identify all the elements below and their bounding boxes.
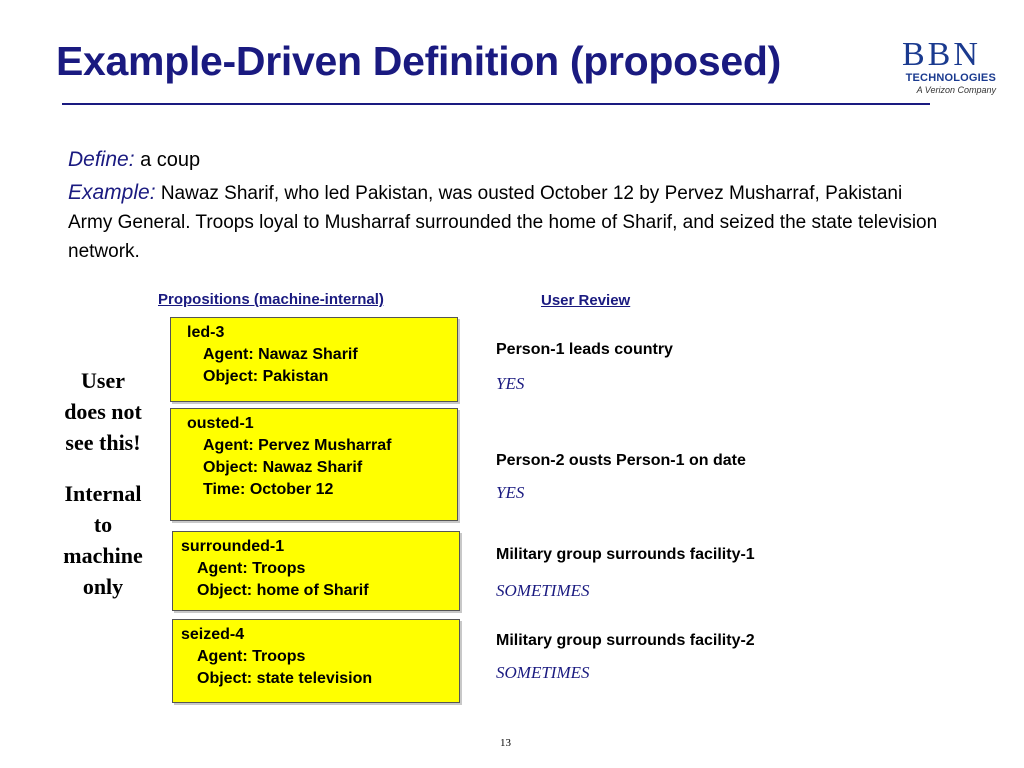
proposition-object: Object: home of Sharif	[197, 582, 369, 599]
proposition-object: Object: state television	[197, 670, 373, 687]
side-note-line: does not	[64, 399, 142, 424]
page-number: 13	[500, 737, 511, 749]
proposition-seized-4	[172, 619, 460, 703]
example-label: Example:	[68, 181, 156, 204]
define-text: a coup	[134, 149, 201, 171]
proposition-agent: Agent: Nawaz Sharif	[203, 346, 358, 363]
side-note-line: only	[82, 574, 124, 599]
logo-subtitle: TECHNOLOGIES	[905, 72, 996, 84]
user-review-header: User Review	[541, 292, 631, 309]
proposition-head: ousted-1	[187, 415, 254, 432]
side-note-line: to	[93, 512, 113, 537]
proposition-head: led-3	[187, 324, 225, 341]
proposition-head: surrounded-1	[181, 538, 285, 555]
review-statement: Military group surrounds facility-2	[496, 632, 755, 649]
proposition-object: Object: Nawaz Sharif	[203, 459, 363, 476]
review-statement: Person-2 ousts Person-1 on date	[496, 452, 746, 469]
proposition-head: seized-4	[181, 626, 245, 643]
side-note-line: machine	[63, 543, 143, 568]
company-logo	[880, 36, 1000, 100]
side-note-line: Internal	[64, 481, 142, 506]
side-note-line: User	[81, 368, 125, 393]
side-note	[48, 365, 158, 602]
proposition-led-3	[170, 317, 458, 402]
proposition-object: Object: Pakistan	[203, 368, 329, 385]
title-underline	[62, 103, 930, 105]
proposition-agent: Agent: Troops	[197, 560, 306, 577]
example-paragraph	[68, 178, 938, 266]
review-statement: Person-1 leads country	[496, 341, 673, 358]
review-statement: Military group surrounds facility-1	[496, 546, 755, 563]
propositions-header: Propositions (machine-internal)	[158, 291, 384, 308]
logo-wordmark: BBN	[902, 36, 981, 73]
review-answer: YES	[496, 483, 525, 502]
define-line	[68, 148, 200, 172]
review-answer: SOMETIMES	[496, 581, 590, 600]
define-label: Define:	[68, 148, 135, 171]
side-note-line: see this!	[65, 430, 141, 455]
proposition-ousted-1	[170, 408, 458, 521]
slide-title: Example-Driven Definition (proposed)	[56, 38, 781, 84]
review-answer: SOMETIMES	[496, 663, 590, 682]
side-note-spacer	[48, 458, 158, 478]
example-text: Nawaz Sharif, who led Pakistan, was ousted October 12 by Pervez Musharraf, Pakistani Army General. Troops loyal to Musharraf surrounded the home of Sharif, and seized the state television network.	[68, 183, 938, 262]
proposition-agent: Agent: Pervez Musharraf	[203, 437, 392, 454]
proposition-agent: Agent: Troops	[197, 648, 306, 665]
review-answer: YES	[496, 374, 525, 393]
proposition-surrounded-1	[172, 531, 460, 611]
proposition-time: Time: October 12	[203, 481, 334, 498]
logo-tagline: A Verizon Company	[916, 85, 996, 95]
